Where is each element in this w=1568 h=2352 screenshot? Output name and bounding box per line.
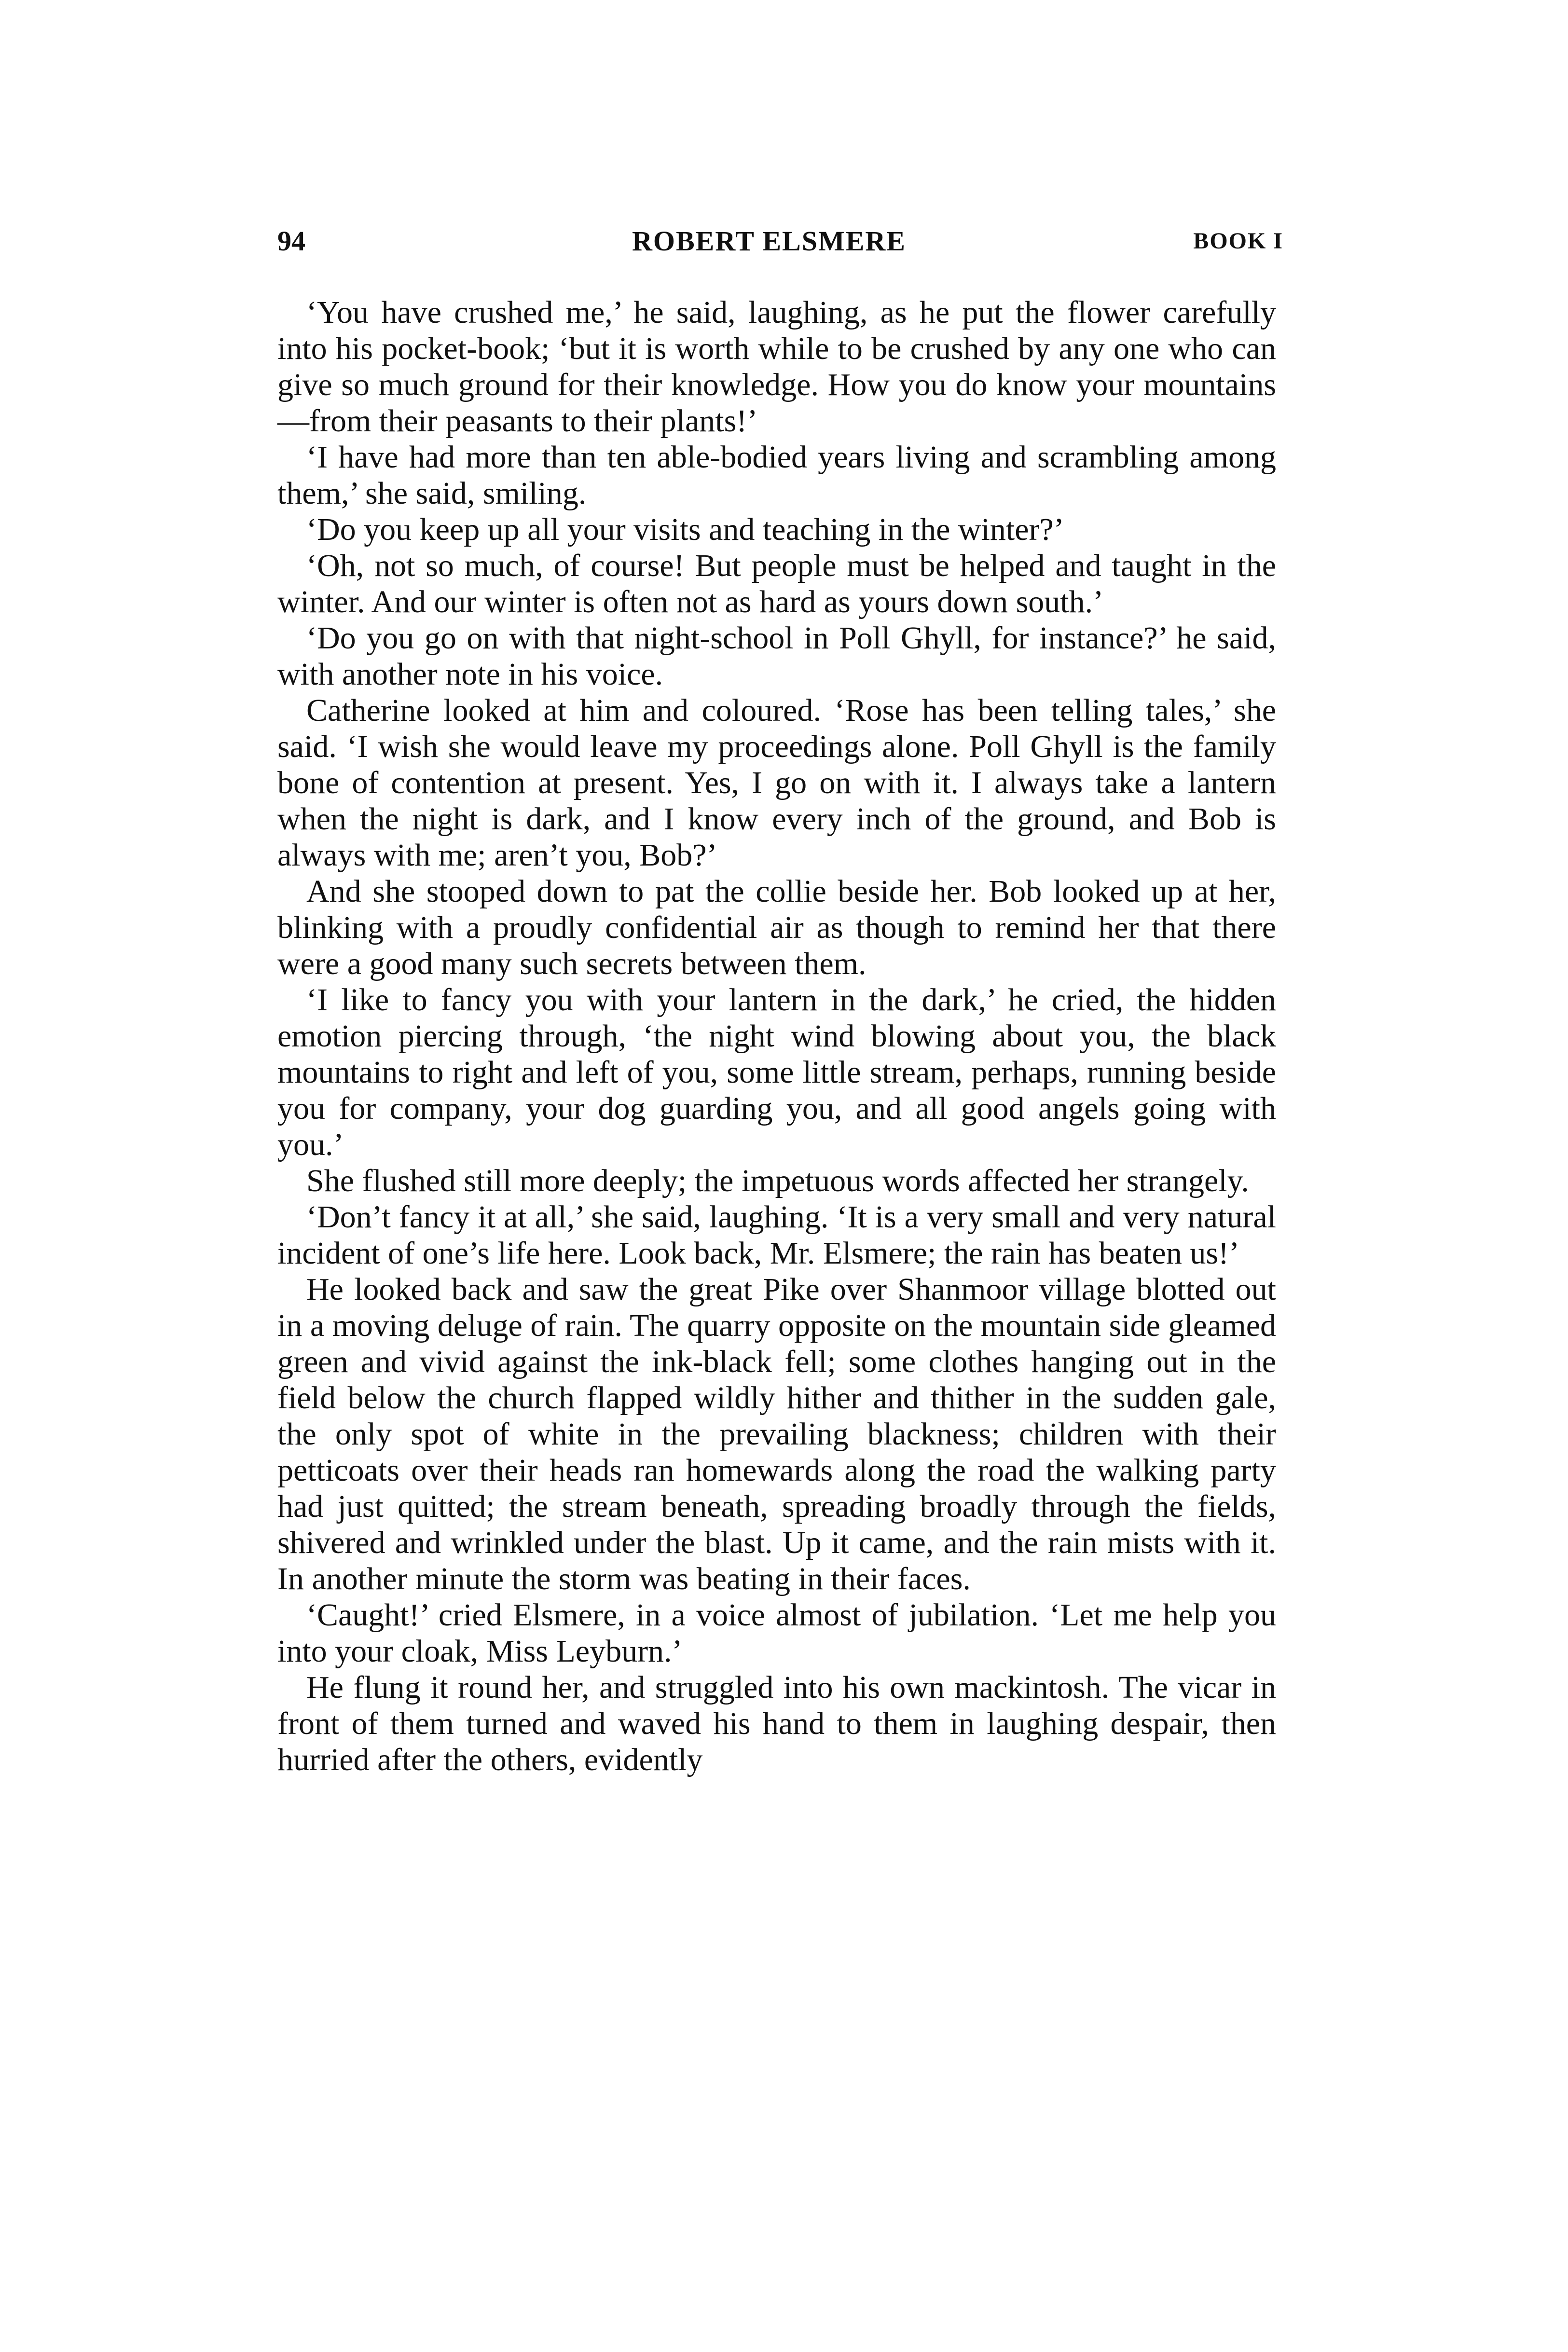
paragraph: He looked back and saw the great Pike over Shanmoor village blotted out in a moving deluge of rain. The quarry opposite on the mountain side gleamed green and vivid against the ink-black fell; some clothes hanging out in the field below the church flapped wildly hither and thither in the sudden gale, the only spot of white in the prevailing blackness; children with their petticoats over their heads ran homewards along the road the walking party had just quitted; the stream beneath, spreading broadly through the fields, shivered and wrinkled under the blast. Up it came, and the rain mists with it. In another minute the storm was beating in their faces. [277,1272,1276,1596]
paragraph: ‘I have had more than ten able-bodied years living and scrambling among them,’ she said, smiling. [277,440,1276,511]
running-title: ROBERT ELSMERE [632,225,906,257]
paragraph: ‘I like to fancy you with your lantern in the dark,’ he cried, the hidden emotion piercing through, ‘the night wind blowing about you, the black mountains to right and left of you, some little stream, perhaps, running beside you for company, your dog guarding you, and all good angels going with you.’ [277,982,1276,1162]
paragraph: He flung it round her, and struggled into his own mackintosh. The vicar in front of them turned and waved his hand to them in laughing despair, then hurried after the others, evidently [277,1670,1276,1777]
paragraph: ‘Caught!’ cried Elsmere, in a voice almost of jubilation. ‘Let me help you into your cloak, Miss Leyburn.’ [277,1597,1276,1669]
paragraph: And she stooped down to pat the collie beside her. Bob looked up at her, blinking with a proudly confidential air as though to remind her that there were a good many such secrets between them. [277,874,1276,981]
page-header [277,220,1291,263]
book-marker: BOOK I [1193,228,1283,254]
paragraph: Catherine looked at him and coloured. ‘Rose has been telling tales,’ she said. ‘I wish she would leave my proceedings alone. Poll Ghyll is the family bone of contention at present. Yes, I go on with it. I always take a lantern when the night is dark, and I know every inch of the ground, and Bob is always with me; aren’t you, Bob?’ [277,693,1276,873]
paragraph: ‘Don’t fancy it at all,’ she said, laughing. ‘It is a very small and very natural incident of one’s life here. Look back, Mr. Elsmere; the rain has beaten us!’ [277,1199,1276,1271]
body-text [277,294,1276,1778]
page-number: 94 [277,225,305,257]
paragraph: ‘Do you go on with that night-school in Poll Ghyll, for instance?’ he said, with another note in his voice. [277,620,1276,692]
paragraph: ‘You have crushed me,’ he said, laughing, as he put the flower carefully into his pocket-book; ‘but it is worth while to be crushed by any one who can give so much ground for their knowledge. How you do know your mountains—from their peasants to their plants!’ [277,295,1276,439]
paragraph: ‘Do you keep up all your visits and teaching in the winter?’ [306,512,1064,547]
paragraph: She flushed still more deeply; the impetuous words affected her strangely. [306,1163,1249,1198]
paragraph: ‘Oh, not so much, of course! But people must be helped and taught in the winter. And our winter is often not as hard as yours down south.’ [277,548,1276,619]
